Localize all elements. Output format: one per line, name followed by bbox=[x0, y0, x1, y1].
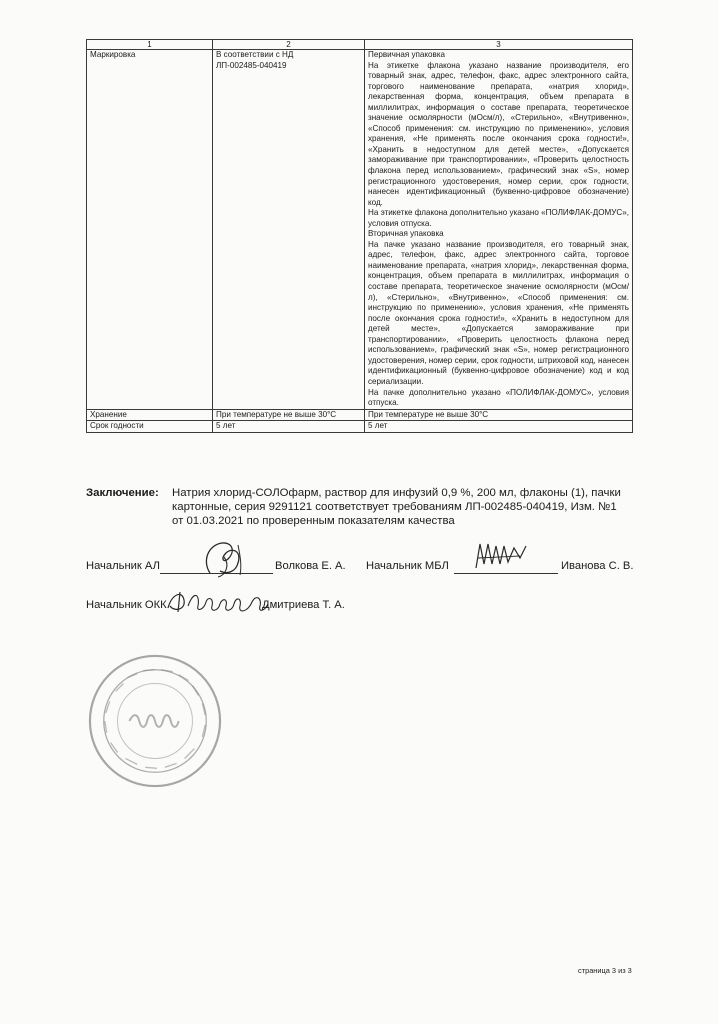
shelf-life-result: 5 лет bbox=[365, 421, 633, 433]
page-number: страница 3 из 3 bbox=[578, 966, 632, 975]
secondary-packaging-title: Вторичная упаковка bbox=[368, 229, 444, 239]
signature-al-title: Начальник АЛ bbox=[86, 560, 160, 572]
marking-label: Маркировка bbox=[87, 50, 213, 410]
marking-description bbox=[365, 50, 633, 410]
marking-nd bbox=[213, 50, 365, 410]
col-header-3: 3 bbox=[365, 40, 633, 50]
signature-okk-name: Дмитриева Т. А. bbox=[262, 599, 345, 611]
signature-al-name: Волкова Е. А. bbox=[275, 560, 346, 572]
signature-mbl-title: Начальник МБЛ bbox=[366, 560, 449, 572]
col-header-2: 2 bbox=[213, 40, 365, 50]
table-header-row bbox=[87, 40, 633, 50]
signature-okk-title: Начальник ОКК bbox=[86, 599, 167, 611]
marking-nd-line2: ЛП-002485-040419 bbox=[216, 60, 287, 70]
conclusion-text: Натрия хлорид-СОЛОфарм, раствор для инфузий 0,9 %, 200 мл, флаконы (1), пачки картонные, серия 9291121 соответствует требованиям ЛП-002485-040419, Изм. №1 от 01.03.2021 по проверенным показателям качества bbox=[172, 487, 621, 527]
table-row-shelf-life bbox=[87, 421, 633, 433]
conclusion-label: Заключение: bbox=[86, 487, 159, 499]
primary-packaging-title: Первичная упаковка bbox=[368, 50, 446, 59]
signature-okk-handwriting-icon bbox=[160, 584, 272, 618]
table-row-marking bbox=[87, 50, 633, 410]
shelf-life-spec: 5 лет bbox=[213, 421, 365, 433]
shelf-life-label: Срок годности bbox=[87, 421, 213, 433]
marking-nd-line1: В соответствии с НД bbox=[216, 50, 294, 59]
quality-spec-table bbox=[86, 39, 633, 433]
storage-result: При температуре не выше 30°С bbox=[365, 409, 633, 421]
secondary-packaging-text: На пачке указано название производителя, его товарный знак, адрес, телефон, факс, адрес электронного сайта, торговое наименование препарата, «натрия хлорид», лекарственная форма, концентрация, объем препарата в миллилитрах, информация о составе препарата, теоретическое значение осмолярности (мОсм/л), «Стерильно», «Внутривенно», «Способ применения: см. инструкцию по применению», условия хранения, «Не применять после окончания срока годности!», «Хранить в недоступном для детей месте», «Допускается замораживание при транспортировании», «Проверить целостность флакона перед использованием», графический знак «S», номер регистрационного удостоверения, номер серии, срок годности, штриховой код, нанесен идентификационный (буквенно-цифровое обозначение) код и код сериализации. bbox=[368, 239, 629, 386]
primary-packaging-extra: На этикетке флакона дополнительно указано «ПОЛИФЛАК-ДОМУС», условия отпуска. bbox=[368, 208, 629, 228]
signature-al-handwriting-icon bbox=[180, 535, 275, 580]
signature-mbl-name: Иванова С. В. bbox=[561, 560, 634, 572]
primary-packaging-text: На этикетке флакона указано название производителя, его товарный знак, адрес, телефон, факс, адрес электронного сайта, торгового наименование препарата, «натрия хлорид», лекарственная форма, концентрация, объем препарата в миллилитрах, информация о составе препарата, теоретическое значение осмолярности (мОсм/л), «Стерильно», «Внутривенно», «Способ применения: см. инструкцию по применению», условия хранения, «Не применять после окончания срока годности!», «Хранить в недоступном для детей месте», «Допускается замораживание при транспортировании», «Проверить целостность флакона перед использованием», графический знак «S», номер регистрационного удостоверения, номер серии, срок годности, нанесен идентификационный (буквенно-цифровое обозначение) код. bbox=[368, 60, 629, 207]
round-stamp-seal bbox=[86, 652, 224, 790]
col-header-1: 1 bbox=[87, 40, 213, 50]
table-row-storage bbox=[87, 409, 633, 421]
storage-label: Хранение bbox=[87, 409, 213, 421]
signature-mbl-handwriting-icon bbox=[470, 538, 530, 574]
storage-spec: При температуре не выше 30°С bbox=[213, 409, 365, 421]
secondary-packaging-extra: На пачке дополнительно указано «ПОЛИФЛАК-ДОМУС», условия отпуска. bbox=[368, 387, 629, 408]
